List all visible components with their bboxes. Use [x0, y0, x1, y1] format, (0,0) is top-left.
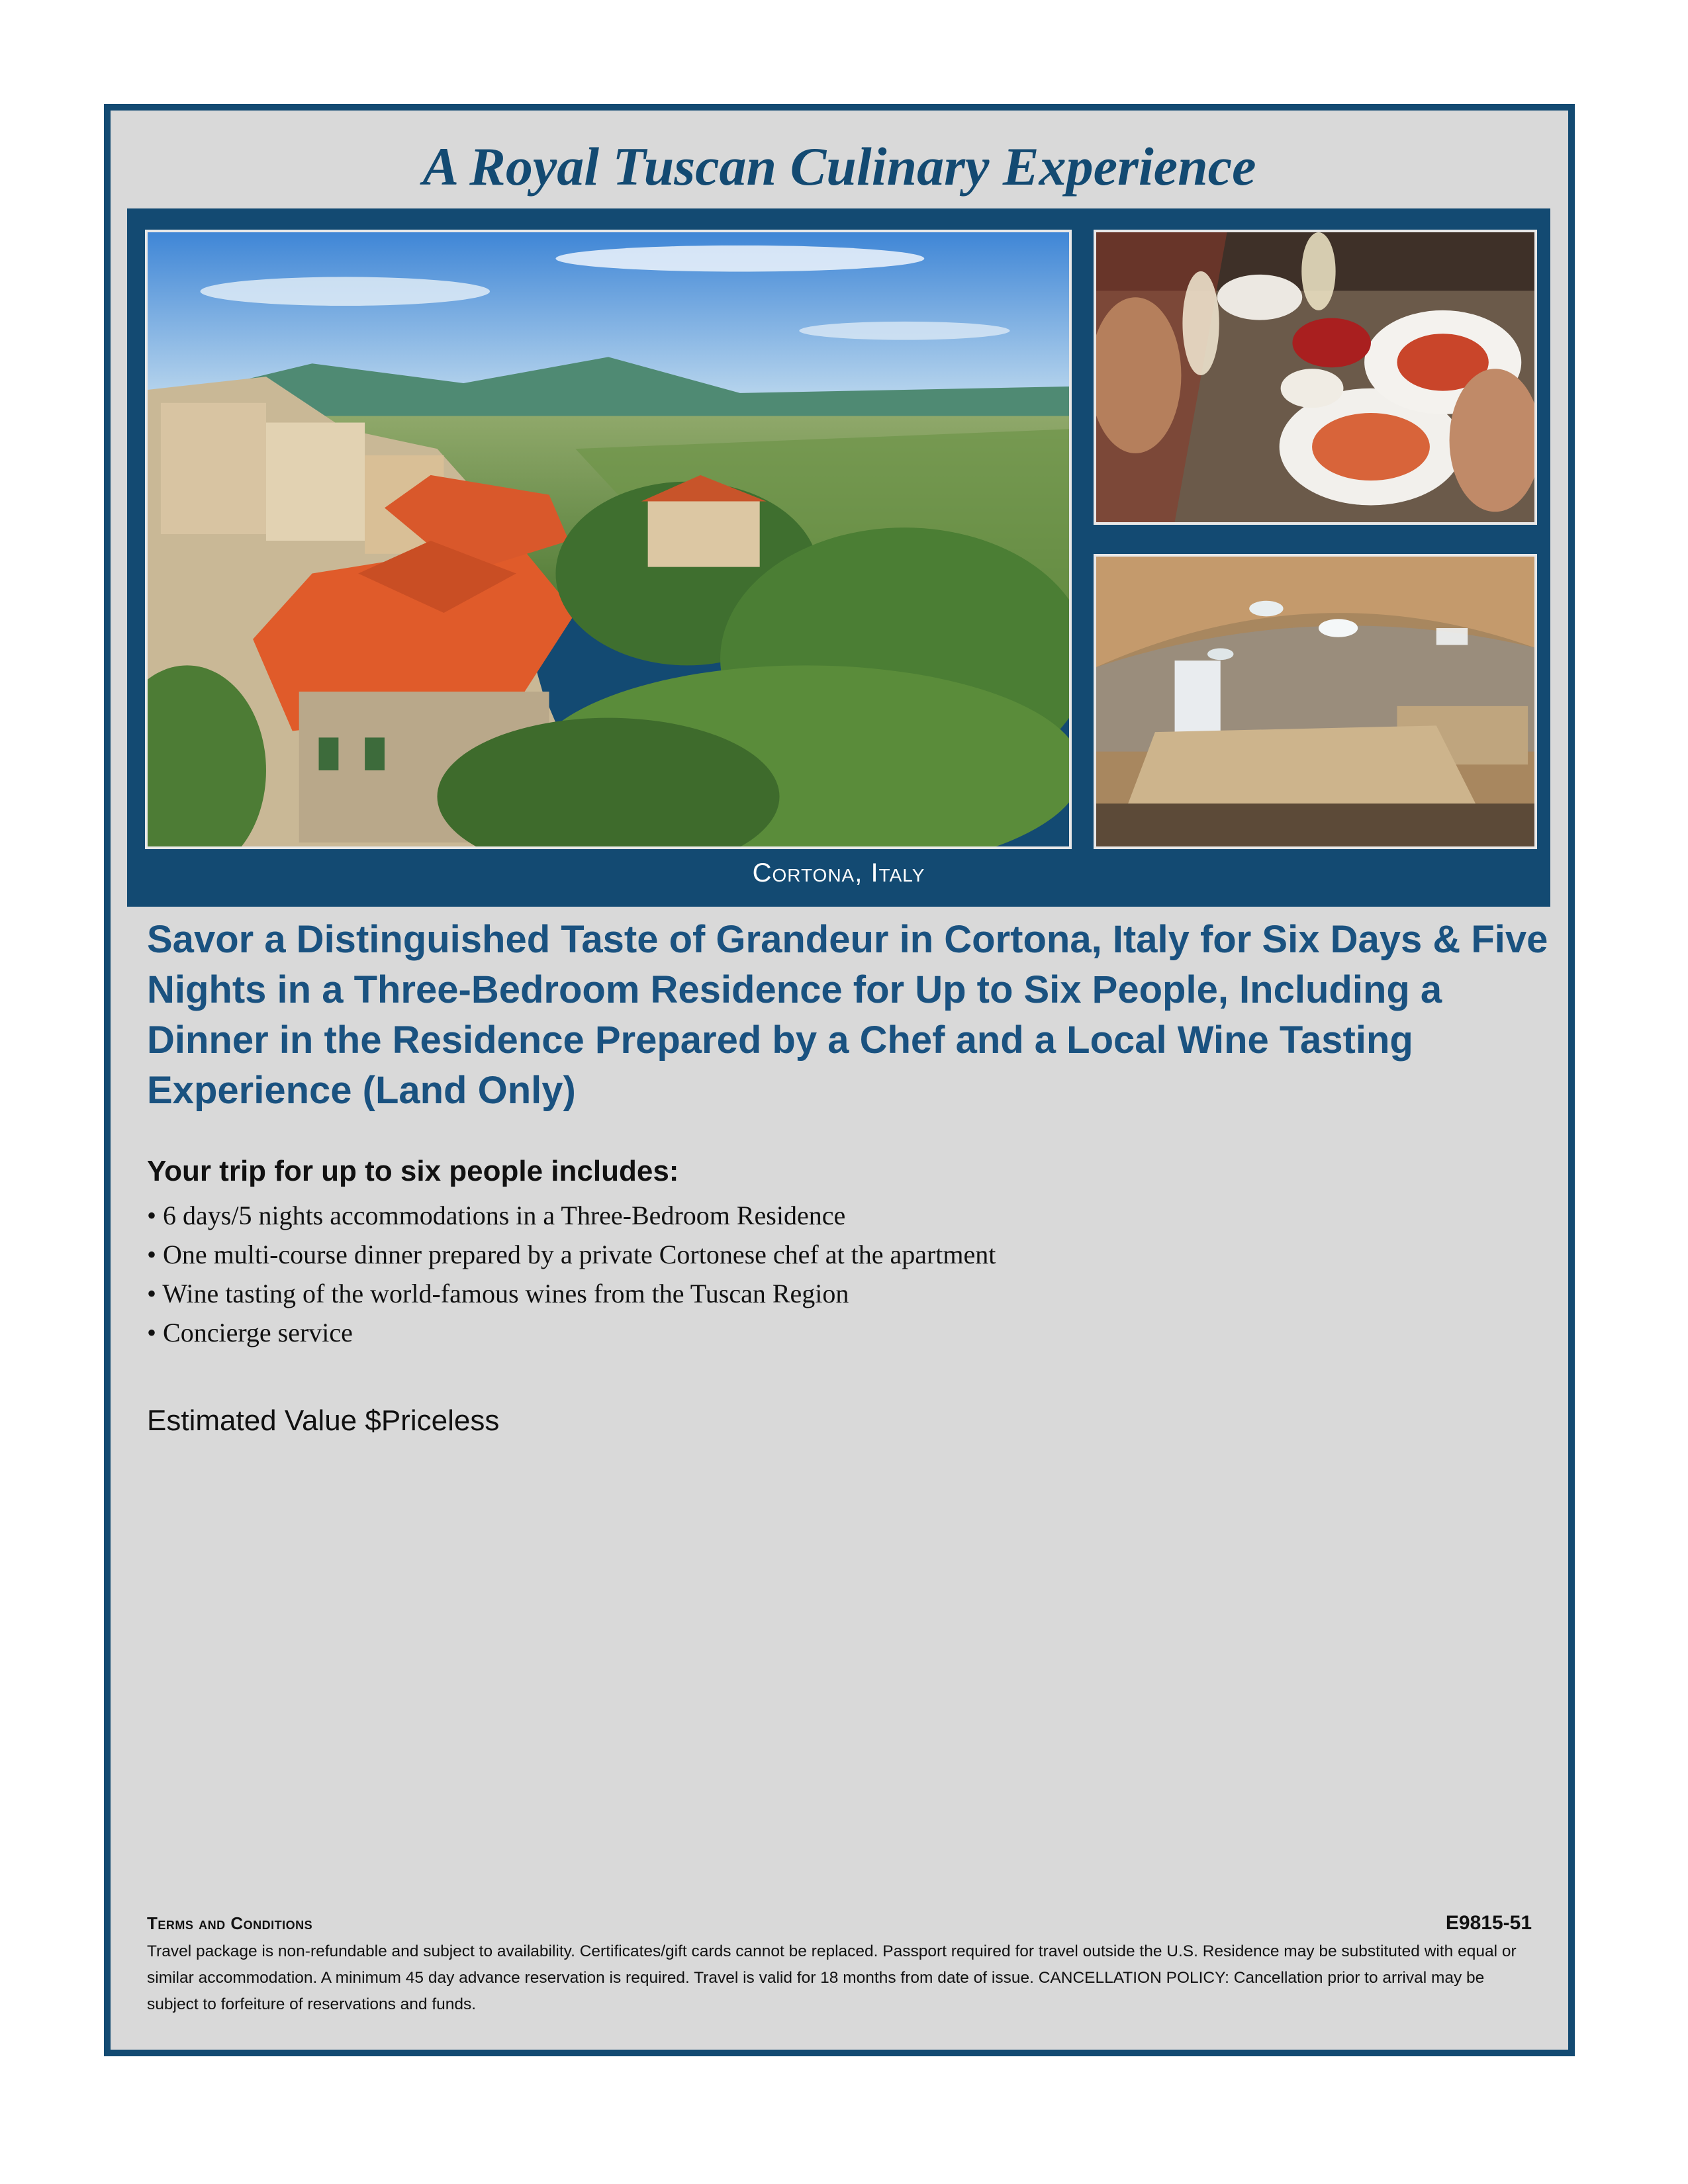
flyer-frame — [104, 104, 1575, 2056]
package-headline: Savor a Distinguished Taste of Grandeur in Cortona, Italy for Six Days & Five Nights in a Three-Bedroom Residence for Up to Six People, Including a Dinner in the Residence Prepared by a Chef and a Local Wine Tasting Experience (Land Only) — [147, 918, 1548, 1112]
cortona-landscape-photo — [145, 230, 1072, 849]
includes-list — [147, 1196, 996, 1352]
includes-heading: Your trip for up to six people includes: — [147, 1155, 679, 1187]
vaulted-kitchen-photo — [1094, 554, 1537, 849]
list-item: • One multi-course dinner prepared by a private Cortonese chef at the apartment — [147, 1235, 996, 1274]
list-item: • 6 days/5 nights accommodations in a Three-Bedroom Residence — [147, 1196, 996, 1235]
terms-text: Travel package is non-refundable and subject to availability. Certificates/gift cards cannot be replaced. Passport required for travel outside the U.S. Residence may be substituted with equal or similar accommodation. A minimum 45 day advance reservation is required. Travel is valid for 18 months from date of issue. CANCELLATION POLICY: Cancellation prior to arrival may be subject to forfeiture of reservations and funds. — [147, 1942, 1517, 2013]
estimated-value: Estimated Value $Priceless — [147, 1404, 500, 1437]
flyer-title: A Royal Tuscan Culinary Experience — [422, 136, 1256, 197]
photo-band — [127, 208, 1550, 907]
list-item: • Concierge service — [147, 1313, 996, 1352]
package-code: E9815-51 — [1445, 1912, 1532, 1934]
photo-caption: Cortona, Italy — [752, 858, 925, 887]
terms-heading: Terms and Conditions — [147, 1913, 313, 1933]
list-item: • Wine tasting of the world-famous wines from the Tuscan Region — [147, 1274, 996, 1313]
dinner-table-photo — [1094, 230, 1537, 525]
